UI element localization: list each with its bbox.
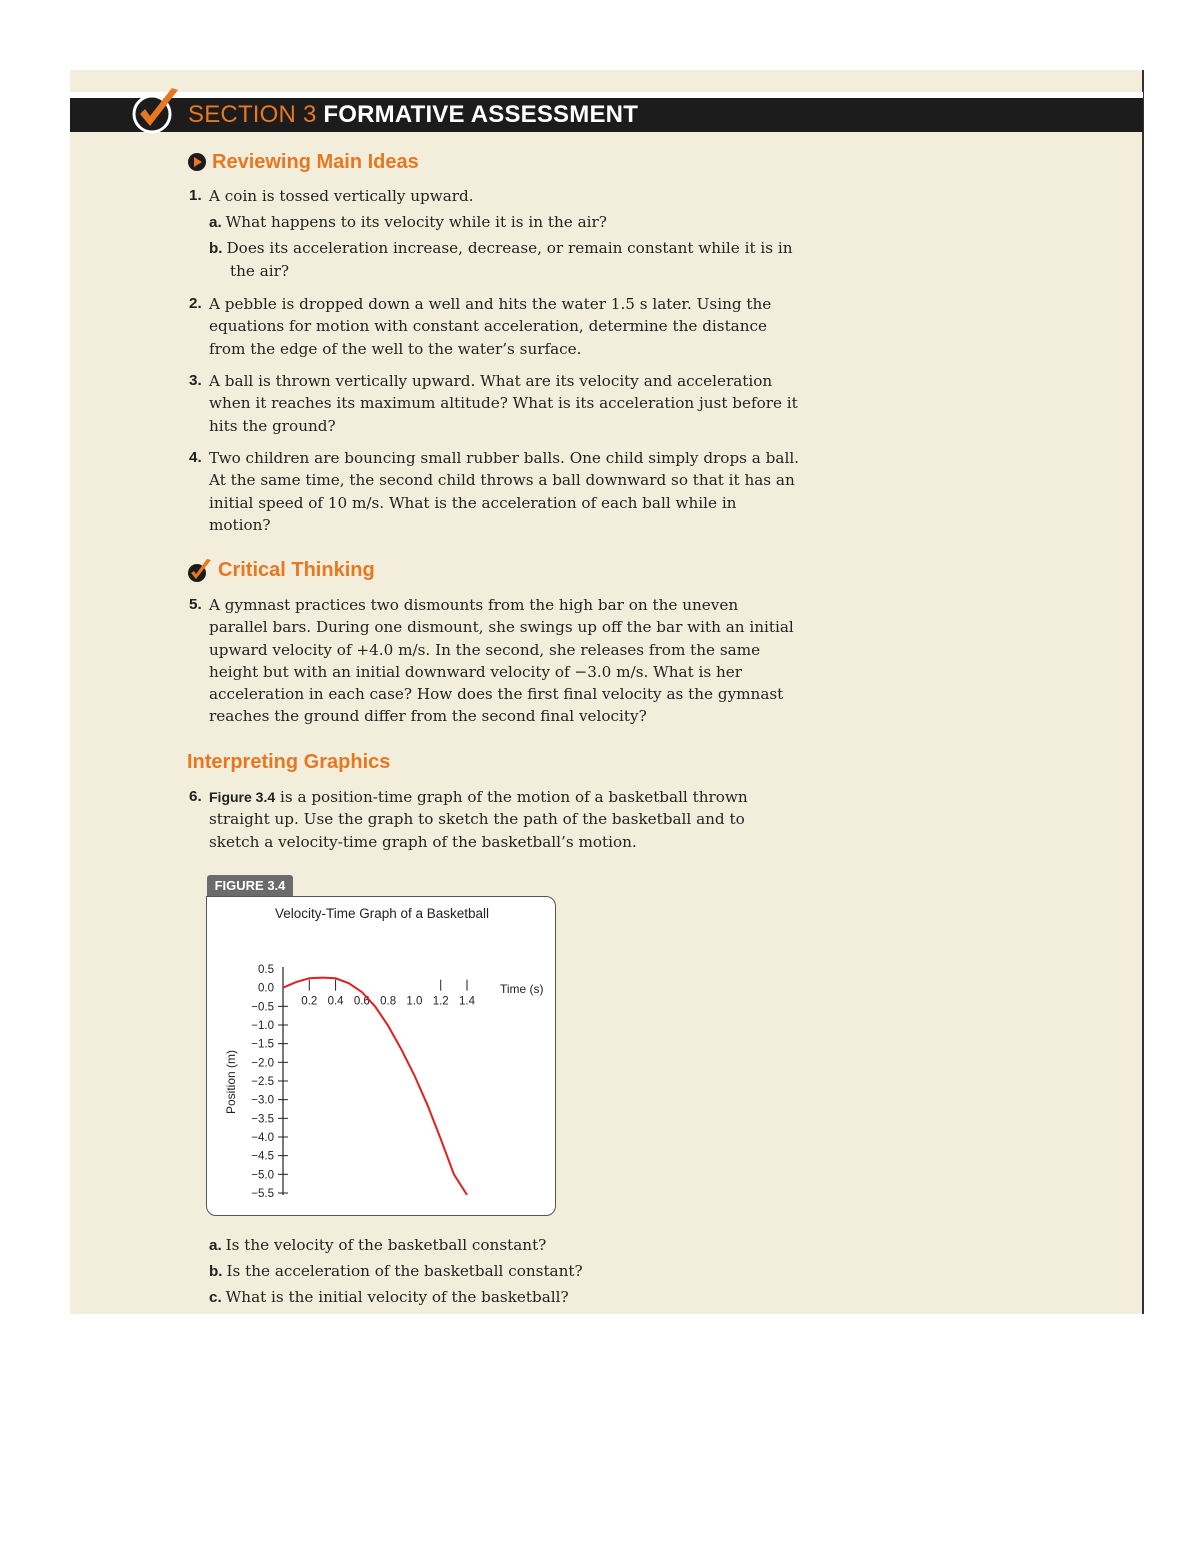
question-2: 2. A pebble is dropped down a well and hits the water 1.5 s later. Using the equations for motion with constant acceleration, determine the distance from the edge of the well to the water’s surface. bbox=[189, 295, 772, 358]
figure-reference: Figure 3.4 bbox=[209, 789, 276, 805]
checkmark-icon bbox=[186, 558, 214, 584]
y-tick-label: −5.5 bbox=[251, 1188, 274, 1200]
question-6c: c. What is the initial velocity of the basketball? bbox=[209, 1288, 569, 1306]
position-curve bbox=[283, 978, 467, 1195]
checkmark-logo-icon bbox=[128, 84, 186, 136]
question-6b: b. Is the acceleration of the basketball constant? bbox=[209, 1262, 583, 1280]
x-tick-label: 1.4 bbox=[459, 995, 475, 1008]
y-tick-label: −4.5 bbox=[251, 1150, 274, 1163]
y-tick-label: −3.5 bbox=[251, 1113, 274, 1126]
interpreting-graphics-heading: Interpreting Graphics bbox=[187, 751, 391, 773]
y-tick-label: −4.0 bbox=[251, 1132, 274, 1144]
chart-title: Velocity-Time Graph of a Basketball bbox=[274, 906, 490, 921]
question-4: 4. Two children are bouncing small rubber balls. One child simply drops a ball. At the same time, the second child throws a ball downward so that it has an initial speed of 10 m/s. What is the acceleration of each ball while in motion? bbox=[189, 449, 799, 534]
question-1: 1. A coin is tossed vertically upward. bbox=[189, 187, 474, 205]
y-tick-label: 0.0 bbox=[258, 982, 274, 995]
section-title: SECTION 3 FORMATIVE ASSESSMENT bbox=[188, 101, 639, 128]
play-arrow-icon bbox=[187, 152, 207, 172]
x-tick-label: 0.4 bbox=[327, 995, 344, 1008]
x-tick-label: 0.8 bbox=[380, 995, 397, 1008]
question-6: 6. Figure 3.4 is a position-time graph of the motion of a basketball thrown straight up. Use the graph to sketch the path of the basketball and to sketch a velocity-time graph of the basketball’s motion. bbox=[189, 788, 748, 851]
x-tick-label: 0.6 bbox=[353, 995, 370, 1008]
question-3: 3. A ball is thrown vertically upward. What are its velocity and acceleration when it reaches its maximum altitude? What is its acceleration just before it hits the ground? bbox=[189, 372, 798, 435]
critical-thinking-heading: Critical Thinking bbox=[218, 559, 375, 581]
y-tick-label: −0.5 bbox=[251, 1001, 274, 1014]
page-right-rule bbox=[1142, 70, 1144, 1314]
x-tick-label: 1.0 bbox=[406, 995, 423, 1008]
y-tick-label: −1.5 bbox=[251, 1038, 274, 1051]
y-tick-label: 0.5 bbox=[258, 964, 274, 976]
y-tick-label: −2.5 bbox=[251, 1076, 274, 1088]
x-tick-label: 0.2 bbox=[301, 995, 318, 1008]
question-5: 5. A gymnast practices two dismounts from the high bar on the uneven parallel bars. During one dismount, she swings up off the bar with an initial upward velocity of +4.0 m/s. In the second, she releases from the same height but with an initial downward velocity of −3.0 m/s. What is her acceleration in each case? How does the first final velocity as the gymnast reaches the ground differ from the second final velocity? bbox=[189, 596, 794, 726]
x-axis-label: Time (s) bbox=[500, 982, 544, 996]
y-tick-label: −2.0 bbox=[251, 1057, 274, 1070]
y-tick-label: −5.0 bbox=[251, 1169, 274, 1182]
figure-tab: FIGURE 3.4 bbox=[207, 875, 293, 896]
y-tick-label: −3.0 bbox=[251, 1094, 274, 1107]
question-1a: a. What happens to its velocity while it is in the air? bbox=[209, 213, 607, 231]
reviewing-heading: Reviewing Main Ideas bbox=[212, 151, 419, 173]
x-tick-label: 1.2 bbox=[432, 995, 449, 1008]
y-tick-label: −1.0 bbox=[251, 1020, 274, 1032]
question-6a: a. Is the velocity of the basketball constant? bbox=[209, 1236, 547, 1254]
y-axis-label: Position (m) bbox=[224, 1049, 238, 1115]
position-time-chart bbox=[206, 896, 556, 1216]
question-1b: b. Does its acceleration increase, decrease, or remain constant while it is in the air? bbox=[209, 239, 793, 281]
